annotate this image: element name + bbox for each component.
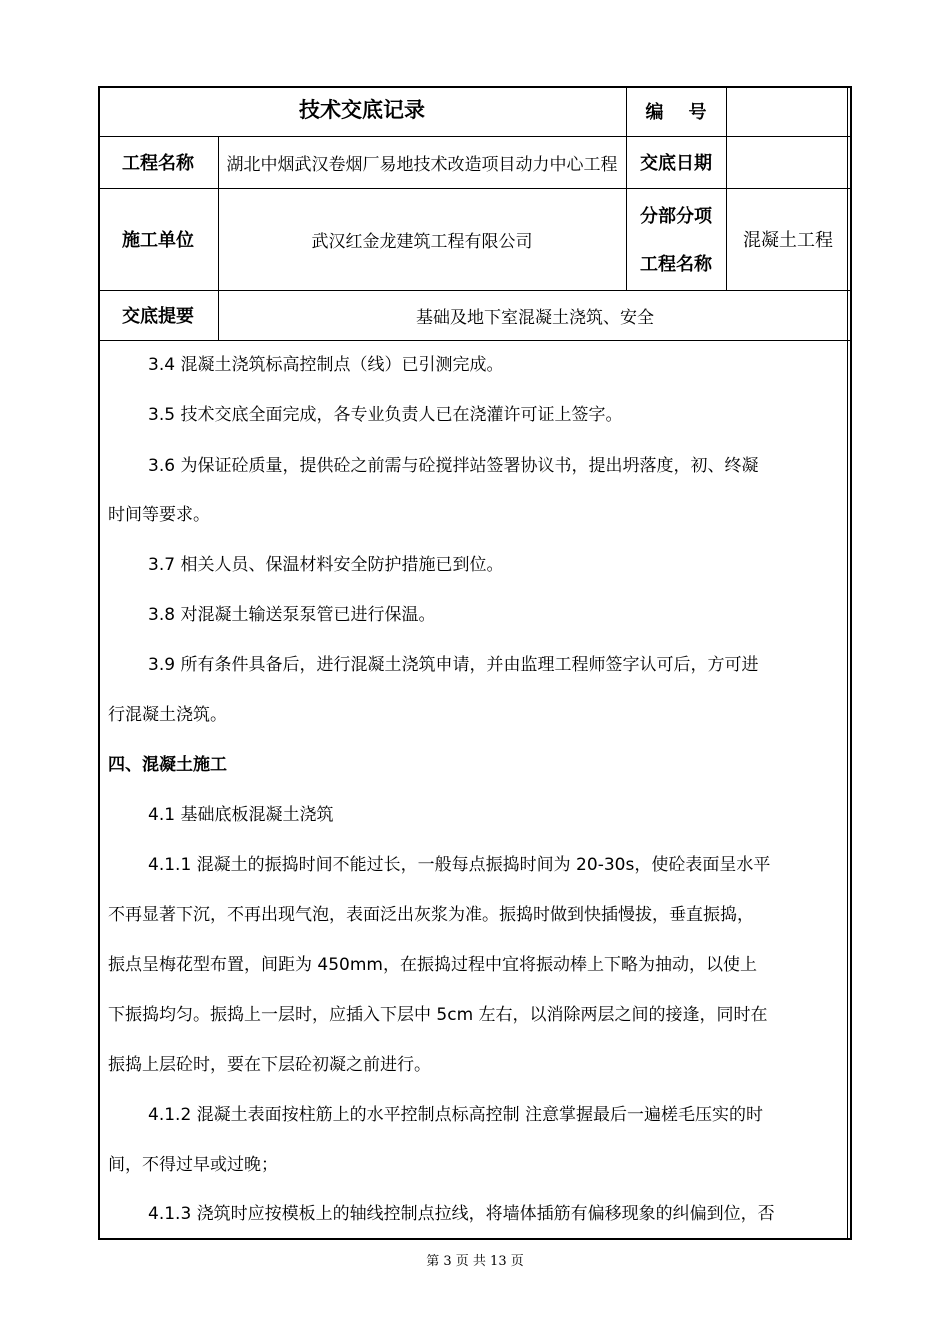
paragraph-line: 3.9 所有条件具备后，进行混凝土浇筑申请，并由监理工程师签字认可后，方可进 [148, 655, 759, 675]
paragraph-line: 3.8 对混凝土输送泵泵管已进行保温。 [148, 605, 436, 625]
subdivision-label-line1: 分部分项 [640, 206, 712, 227]
project-name-label: 工程名称 [122, 153, 194, 174]
paragraph-line: 下振捣均匀。振捣上一层时，应插入下层中 5cm 左右，以消除两层之间的接逢，同时在 [108, 1005, 768, 1025]
paragraph-line: 4.1.2 混凝土表面按柱筋上的水平控制点标高控制 注意掌握最后一遍槎毛压实的时 [148, 1105, 764, 1125]
paragraph-line: 3.7 相关人员、保温材料安全防护措施已到位。 [148, 555, 504, 575]
number-value [726, 86, 850, 136]
paragraph-line: 3.4 混凝土浇筑标高控制点（线）已引测完成。 [148, 355, 504, 375]
paragraph-line: 间，不得过早或过晚； [108, 1155, 278, 1175]
subdivision-label-line2: 工程名称 [640, 254, 712, 275]
paragraph-line: 行混凝土浇筑。 [108, 705, 227, 725]
unit-value: 武汉红金龙建筑工程有限公司 [311, 231, 533, 252]
project-name-value: 湖北中烟武汉卷烟厂易地技术改造项目动力中心工程 [226, 154, 618, 175]
paragraph-line: 时间等要求。 [108, 505, 210, 525]
paragraph-line: 不再显著下沉，不再出现气泡，表面泛出灰浆为准。振捣时做到快插慢拔，垂直振捣， [108, 905, 754, 925]
paragraph-line: 振捣上层砼时，要在下层砼初凝之前进行。 [108, 1055, 431, 1075]
paragraph-line: 4.1.1 混凝土的振捣时间不能过长，一般每点振捣时间为 20-30s，使砼表面呈水平 [148, 855, 771, 875]
document-title: 技术交底记录 [299, 98, 425, 122]
number-label: 编 号 [645, 102, 707, 123]
page-footer: 第 3 页 共 13 页 [426, 1254, 524, 1269]
unit-label: 施工单位 [122, 230, 194, 251]
table-rule [98, 340, 852, 341]
subdivision-value: 混凝土工程 [743, 230, 833, 251]
date-label: 交底日期 [640, 153, 712, 174]
summary-label: 交底提要 [122, 306, 194, 327]
paragraph-line: 4.1.3 浇筑时应按模板上的轴线控制点拉线，将墙体插筋有偏移现象的纠偏到位，否 [148, 1204, 775, 1224]
section-heading: 四、混凝土施工 [108, 755, 227, 775]
paragraph-line: 振点呈梅花型布置，间距为 450mm，在振捣过程中宜将振动棒上下略为抽动，以使上 [108, 955, 757, 975]
paragraph-line: 3.6 为保证砼质量，提供砼之前需与砼搅拌站签署协议书，提出坍落度，初、终凝 [148, 456, 759, 476]
date-value [726, 136, 850, 188]
summary-value: 基础及地下室混凝土浇筑、安全 [416, 307, 654, 328]
paragraph-line: 3.5 技术交底全面完成，各专业负责人已在浇灌许可证上签字。 [148, 405, 623, 425]
paragraph-line: 4.1 基础底板混凝土浇筑 [148, 805, 334, 825]
